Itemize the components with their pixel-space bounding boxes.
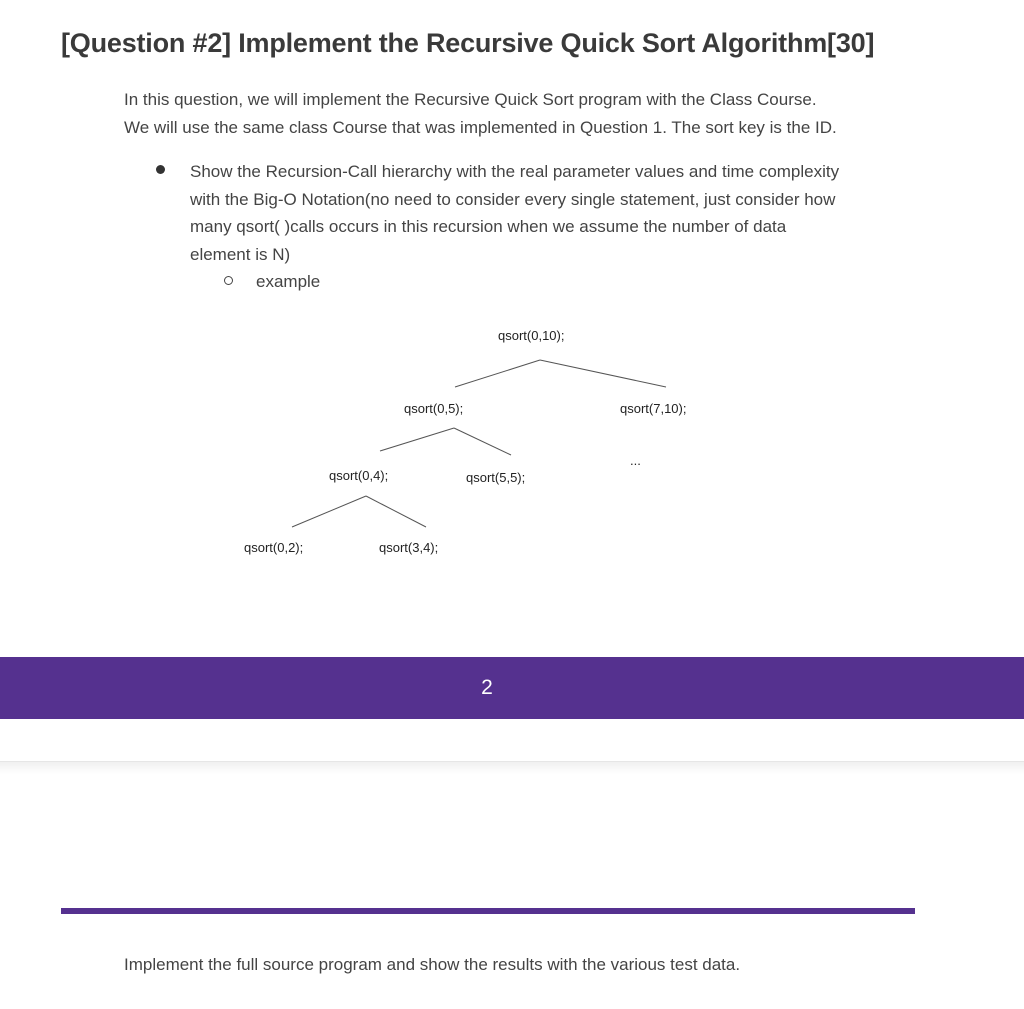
node-left-left: qsort(0,4); xyxy=(329,468,389,483)
edge-leftleft-left xyxy=(292,496,366,527)
edge-root-left xyxy=(455,360,540,387)
edge-left-leftright xyxy=(454,428,511,455)
page-separator xyxy=(0,761,1024,774)
bullet-line-1: Show the Recursion-Call hierarchy with the real parameter values and time complexity xyxy=(190,162,840,181)
bullet-line-2: with the Big-O Notation(no need to consider every single statement, just consider how xyxy=(190,189,836,209)
page-number: 2 xyxy=(481,676,493,699)
edge-root-right xyxy=(540,360,666,387)
node-right: qsort(7,10); xyxy=(620,401,687,416)
question-heading: [Question #2] Implement the Recursive Quick Sort Algorithm[30] xyxy=(61,28,875,58)
node-ll-left: qsort(0,2); xyxy=(244,540,304,555)
bullet-line-3: many qsort( )calls occurs in this recursion when we assume the number of data xyxy=(190,217,787,236)
intro-line-1: In this question, we will implement the Recursive Quick Sort program with the Class Course. xyxy=(124,90,817,109)
section-rule xyxy=(61,908,915,914)
node-ll-right: qsort(3,4); xyxy=(379,540,439,555)
sub-bullet-example: example xyxy=(256,272,321,291)
edge-left-leftleft xyxy=(380,428,454,451)
node-left: qsort(0,5); xyxy=(404,401,464,416)
bullet-line-4: element is N) xyxy=(190,244,291,264)
intro-line-2: We will use the same class Course that was implemented in Question 1. The sort key is the ID. xyxy=(124,118,837,137)
node-ellipsis: ... xyxy=(630,453,641,468)
node-root: qsort(0,10); xyxy=(498,328,565,343)
instruction-text: Implement the full source program and show the results with the various test data. xyxy=(124,955,741,974)
edge-leftleft-right xyxy=(366,496,426,527)
node-left-right: qsort(5,5); xyxy=(466,470,526,485)
